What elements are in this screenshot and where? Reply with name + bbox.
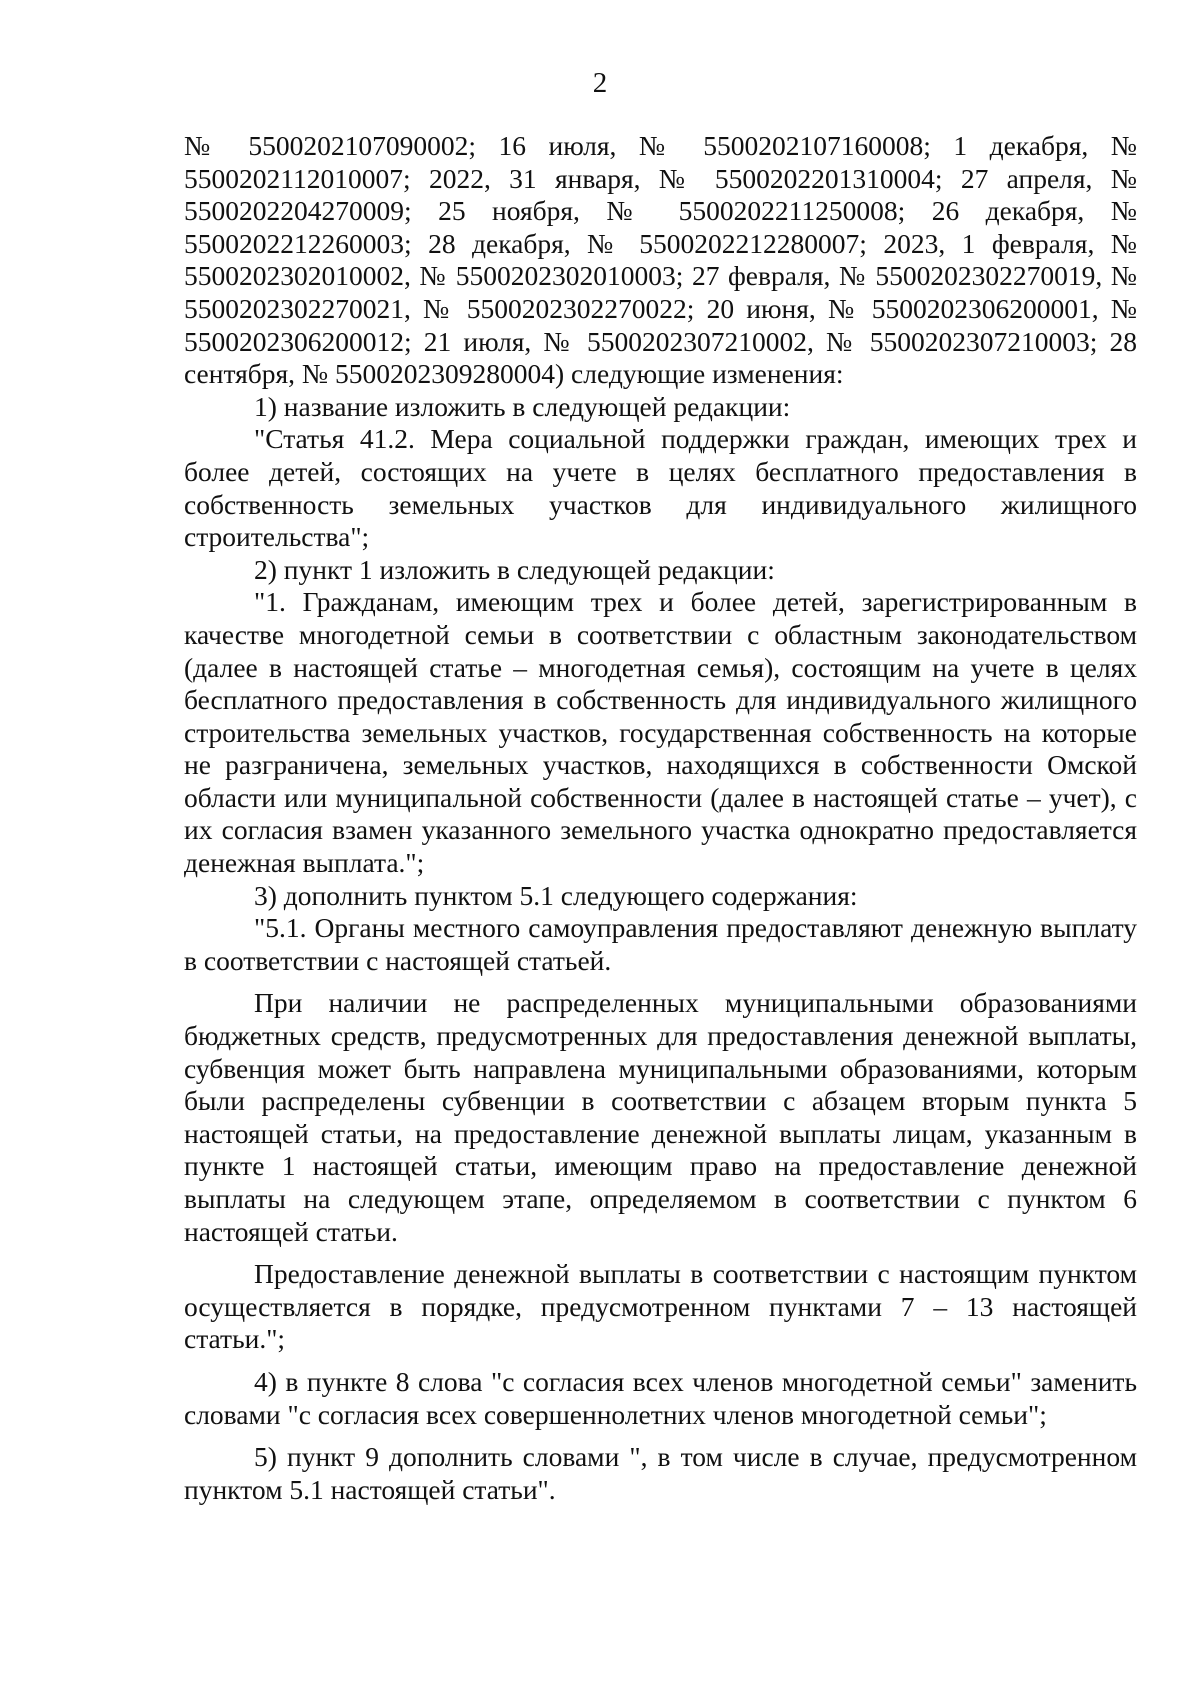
paragraph-point-1-text: "1. Гражданам, имеющим трех и более детей, зарегистрированным в качестве многодетной семьи в соответствии с областным законодательством (далее в настоящей статье – многодетная семья), состоящим на учете в целях бесплатного предоставления в собственность для индивидуального жилищного строительства земельных участков, государственная собственность на которые не разграничена, земельных участков, находящихся в собственности Омской области или муниципальной собственности (далее в настоящей статье – учет), с их согласия взамен указанного земельного участка однократно предоставляется денежная выплата."; (184, 586, 1137, 879)
paragraph-item-1: 1) название изложить в следующей редакции: (254, 390, 791, 422)
paragraph-article-title: "Статья 41.2. Мера социальной поддержки граждан, имеющих трех и более детей, состоящих на учете в целях бесплатного предоставления в собственность земельных участков для индивидуального жилищного строительства"; (184, 423, 1137, 553)
document-body (184, 130, 1137, 1506)
paragraph-item-5: 5) пункт 9 дополнить словами ", в том числе в случае, предусмотренном пунктом 5.1 настоящей статьи". (184, 1441, 1137, 1505)
paragraph-subvention: При наличии не распределенных муниципальными образованиями бюджетных средств, предусмотренных для предоставления денежной выплаты, субвенция может быть направлена муниципальными образованиями, которым были распределены субвенции в соответствии с абзацем вторым пункта 5 настоящей статьи, на предоставление денежной выплаты лицам, указанным в пункте 1 настоящей статьи, имеющим право на предоставление денежной выплаты на следующем этапе, определяемом в соответствии с пунктом 6 настоящей статьи. (184, 987, 1137, 1247)
paragraph-item-3: 3) дополнить пунктом 5.1 следующего содержания: (254, 879, 858, 911)
paragraph-procedure: Предоставление денежной выплаты в соответствии с настоящим пунктом осуществляется в порядке, предусмотренном пунктами 7 – 13 настоящей статьи."; (184, 1258, 1137, 1355)
page-number: 2 (592, 67, 608, 99)
paragraph-continuation: № 5500202107090002; 16 июля, № 5500202107160008; 1 декабря, № 5500202112010007; 2022, 31 января, № 5500202201310004; 27 апреля, № 5500202204270009; 25 ноября, № 5500202211250008; 26 декабря, № 5500202212260003; 28 декабря, № 5500202212280007; 2023, 1 февраля, № 5500202302010002, № 5500202302010003; 27 февраля, № 5500202302270019, № 5500202302270021, № 5500202302270022; 20 июня, № 5500202306200001, № 5500202306200012; 21 июля, № 5500202307210002, № 5500202307210003; 28 сентября, № 5500202309280004) следующие изменения: (184, 130, 1137, 390)
paragraph-item-2: 2) пункт 1 изложить в следующей редакции: (254, 553, 775, 585)
paragraph-point-5-1-text: "5.1. Органы местного самоуправления предоставляют денежную выплату в соответствии с настоящей статьей. (184, 912, 1137, 976)
paragraph-item-4: 4) в пункте 8 слова "с согласия всех членов многодетной семьи" заменить словами "с согласия всех совершеннолетних членов многодетной семьи"; (184, 1365, 1137, 1430)
